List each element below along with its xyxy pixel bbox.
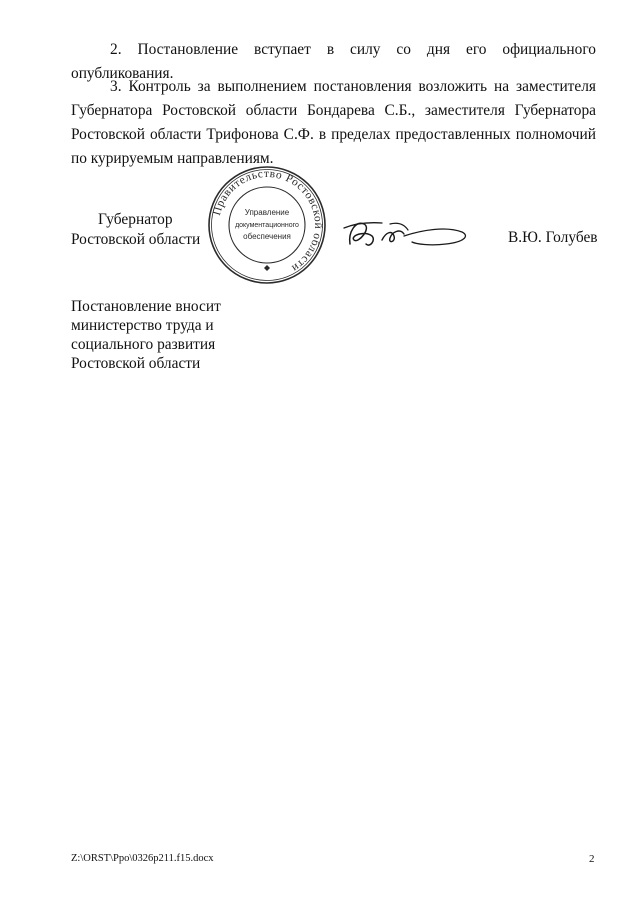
- submitter-line-3: социального развития: [71, 336, 216, 353]
- seal-inner-line-1: Управление: [244, 208, 290, 217]
- official-seal: [206, 164, 328, 286]
- signatory-title-line-1: Губернатор: [98, 211, 173, 228]
- signatory-title-line-2: Ростовской области: [71, 231, 201, 248]
- seal-outer-text: Правительство Ростовской области: [210, 167, 325, 275]
- submitter-note: [71, 297, 221, 373]
- paragraph-3: [71, 75, 596, 171]
- paragraph-2-line-2: опубликования.: [71, 65, 174, 82]
- paragraph-3-line-4: по курируемым направлениям.: [71, 150, 274, 167]
- submitter-line-4: Ростовской области: [71, 355, 201, 372]
- paragraph-3-line-2: Губернатора Ростовской области Бондарева С.Б., заместителя Губернатора: [71, 102, 596, 119]
- signatory-title: [71, 210, 200, 250]
- submitter-line-2: министерство труда и: [71, 317, 214, 334]
- handwritten-signature: [342, 214, 472, 254]
- paragraph-3-line-1: 3. Контроль за выполнением постановления возложить на заместителя: [110, 78, 596, 95]
- seal-inner-line-2: документационного: [235, 222, 299, 229]
- footer-file-path: Z:\ORST\Ppo\0326p211.f15.docx: [71, 853, 214, 864]
- seal-inner-line-3: обеспечения: [243, 232, 291, 241]
- signatory-name: В.Ю. Голубев: [508, 229, 598, 246]
- seal-star-icon: [264, 265, 270, 271]
- submitter-line-1: Постановление вносит: [71, 298, 221, 315]
- paragraph-2-line-1: 2. Постановление вступает в силу со дня его официального: [110, 41, 596, 58]
- page-number: 2: [589, 853, 595, 865]
- paragraph-3-line-3: Ростовской области Трифонова С.Ф. в пределах предоставленных полномочий: [71, 126, 596, 143]
